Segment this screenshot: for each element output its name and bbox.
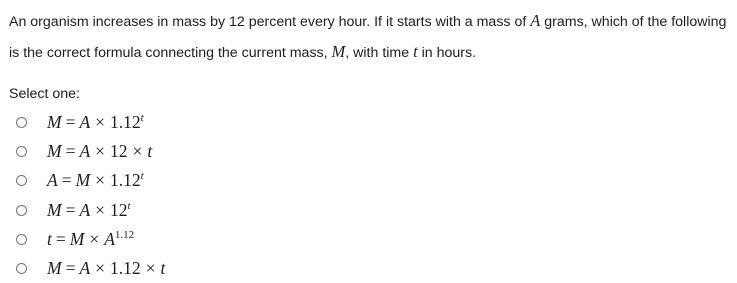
radio-button-3[interactable] xyxy=(16,175,27,186)
question-var-a: A xyxy=(530,11,541,30)
answer-option-5[interactable] xyxy=(14,225,414,254)
answer-options xyxy=(14,108,414,283)
question-part-1: An organism increases in mass by 12 percent every hour. If it starts with a mass of xyxy=(9,14,531,30)
formula-1[interactable]: $M = A \times 1.12^t$ xyxy=(47,112,144,133)
answer-option-1[interactable] xyxy=(14,108,414,137)
answer-option-4[interactable] xyxy=(14,196,414,225)
question-var-t: t xyxy=(413,42,418,61)
radio-button-4[interactable] xyxy=(16,205,27,216)
question-part-3: , with time xyxy=(345,45,414,61)
formula-5[interactable]: $t = M \times A^{1.12}$ xyxy=(47,228,135,249)
radio-button-1[interactable] xyxy=(16,117,27,128)
question-part-2: grams, which of the following is the correct formula connecting the current mass, xyxy=(9,14,727,61)
radio-button-6[interactable] xyxy=(16,263,27,274)
formula-3[interactable]: $A = M \times 1.12^t$ xyxy=(47,170,144,191)
question-var-m: M xyxy=(331,42,346,61)
answer-option-2[interactable] xyxy=(14,137,414,166)
radio-button-5[interactable] xyxy=(16,234,27,245)
answer-option-6[interactable] xyxy=(14,254,414,283)
radio-button-2[interactable] xyxy=(16,146,27,157)
select-one-label: Select one: xyxy=(9,86,80,102)
question-part-4: in hours. xyxy=(417,45,477,61)
formula-4[interactable]: $M = A \times 12^t$ xyxy=(47,199,131,220)
formula-2[interactable]: M = A × 12 × t xyxy=(47,141,153,162)
answer-option-3[interactable] xyxy=(14,166,414,195)
formula-6[interactable]: M = A × 1.12 × t xyxy=(47,258,166,279)
question-text xyxy=(9,6,731,68)
